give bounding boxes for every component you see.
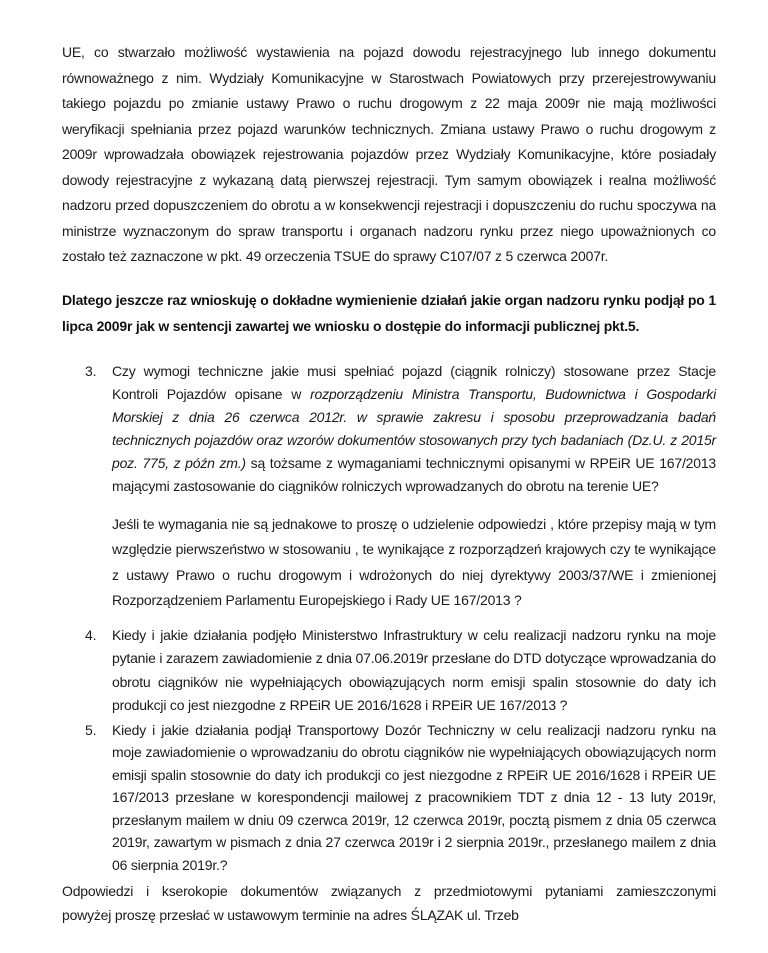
question-5-text: Kiedy i jakie działania podjął Transportowy Dozór Techniczny w celu realizacji nadzoru rynku na moje zawiadomienie o wprowadzaniu do obrotu ciągników nie wypełniających obowiązujących norm emisji spalin stosownie do daty ich produkcji co jest niezgodne z RPEiR UE 2016/1628 i RPEiR UE 167/2013 przesłane w korespondencji mailowej z pracownikiem TDT z dnia 12 - 13 luty 2019r, przesłanym mailem w dniu 09 czerwca 2019r, 12 czerwca 2019r, pocztą pismem z dnia 05 czerwca 2019r, zawartym w pismach z dnia 27 czerwca 2019r i 2 sierpnia 2019r., przesłanego mailem z dnia 06 sierpnia 2019r.? [112,721,716,873]
closing-paragraph-line-1: Odpowiedzi i kserokopie dokumentów związanych z przedmiotowymi pytaniami zamieszczonymi [62,883,716,899]
closing-paragraph-line-2: powyżej proszę przesłać w ustawowym terminie na adres ŚLĄZAK ul. Trzeb [62,907,519,923]
body-paragraph-1: UE, co stwarzało możliwość wystawienia na pojazd dowodu rejestracyjnego lub innego dokumentu równoważnego z nim. Wydziały Komunikacyjne w Starostwach Powiatowych przy przerejestrowywaniu takiego pojazdu po zmianie ustawy Prawo o ruchu drogowym z 22 maja 2009r nie mają możliwości weryfikacji spełniania przez pojazd warunków technicznych. Zmiana ustawy Prawo o ruchu drogowym z 2009r wprowadzała obowiązek rejestrowania pojazdów przez Wydziały Komunikacyjne, które posiadały dowody rejestracyjne z wykazaną datą pierwszej rejestracji. Tym samym obowiązek i realna możliwość nadzoru przed dopuszczeniem do obrotu a w konsekwencji rejestracji i dopuszczeniu do ruchu spoczywa na ministrze wyznaczonym do spraw transportu i organach nadzoru rynku przez niego upoważnionych co zostało też zaznaczone w pkt. 49 orzeczenia TSUE do sprawy C107/07 z 5 czerwca 2007r. [62,44,716,264]
question-5-number: 5. [85,721,97,738]
question-3-followup-paragraph: Jeśli te wymagania nie są jednakowe to proszę o udzielenie odpowiedzi , które przepisy mają w tym względzie pierwszeństwo w stosowaniu , te wynikające z rozporządzeń krajowych czy te wynikające z ustawy Prawo o ruchu drogowym i wdrożonych do niej dyrektywy 2003/37/WE i zmienionej Rozporządzeniem Parlamentu Europejskiego i Rady UE 167/2013 ? [112,515,716,608]
question-item-4 [62,624,716,718]
question-3-text [112,360,716,498]
question-3-regulation-title: rozporządzeniu Ministra Transportu, Budownictwa i Gospodarki Morskiej z dnia 26 czerwca 2012r. w sprawie zakresu i sposobu przeprowadzania badań technicznych pojazdów oraz wzorów dokumentów stosowanych przy tych badaniach (Dz.U. z 2015r poz. 775, z późn zm.) [112,385,716,471]
request-paragraph-bold: Dlatego jeszcze raz wnioskuję o dokładne wymienienie działań jakie organ nadzoru rynku podjął po 1 lipca 2009r jak w sentencji zawartej we wniosku o dostępie do informacji publicznej pkt.5. [62,291,716,334]
question-3-number: 3. [85,362,97,379]
question-3-text-lead: Czy wymogi techniczne jakie musi spełniać pojazd (ciągnik rolniczy) stosowane przez Stacje Kontroli Pojazdów opisane w [112,362,716,402]
question-4-text: Kiedy i jakie działania podjęło Ministerstwo Infrastruktury w celu realizacji nadzoru rynku na moje pytanie i zarazem zawiadomienie z dnia 07.06.2019r przesłane do DTD dotyczące wprowadzania do obrotu ciągników nie wypełniających obowiązujących norm emisji spalin stosownie do daty ich produkcji co jest niezgodne z RPEiR UE 2016/1628 i RPEiR UE 167/2013 ? [112,626,716,713]
question-item-5 [62,719,716,877]
question-item-3 [62,360,716,498]
question-3-text-tail: są tożsame z wymaganiami technicznymi opisanymi w RPEiR UE 167/2013 mającymi zastosowanie do ciągników rolniczych wprowadzanych do obrotu na terenie UE? [112,454,716,494]
question-4-number: 4. [85,626,97,643]
